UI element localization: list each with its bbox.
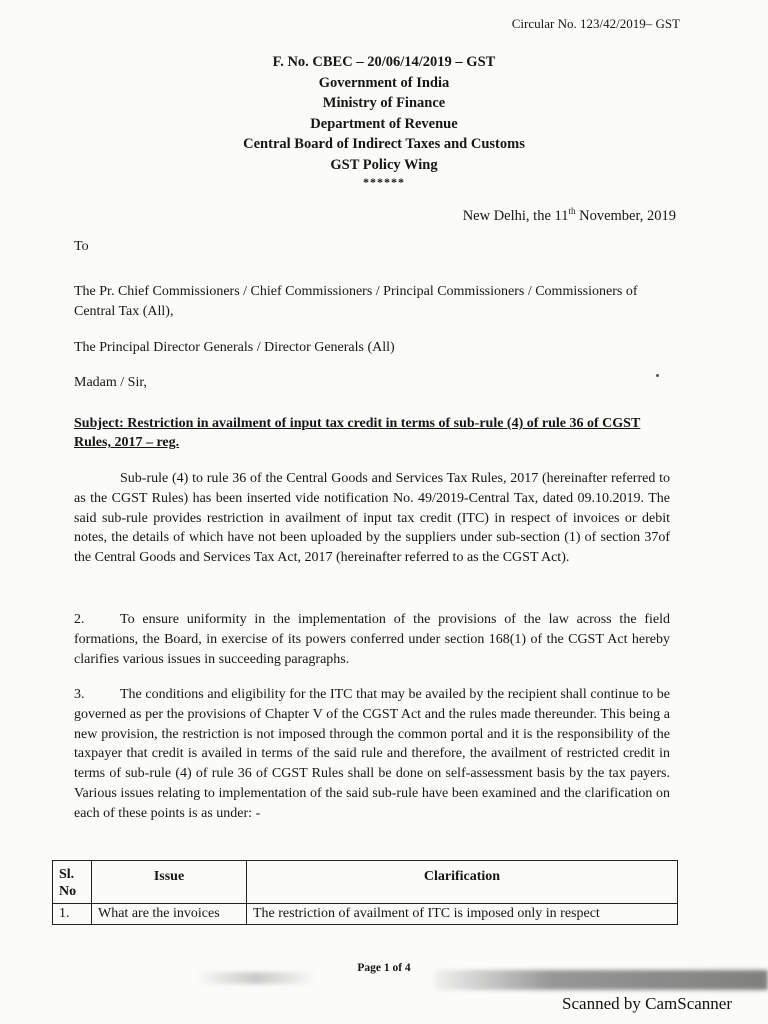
paragraph-2 (74, 610, 670, 669)
file-number: F. No. CBEC – 20/06/14/2019 – GST (272, 54, 496, 70)
camscanner-watermark: Scanned by CamScanner (562, 994, 732, 1013)
row-1-sl: 1. (53, 904, 92, 925)
header-sl-no: Sl. No (53, 861, 92, 904)
issue-date (463, 206, 676, 225)
paragraph-1 (74, 469, 670, 568)
date-prefix: New Delhi, the 11 (462, 207, 569, 224)
to-line: To (74, 239, 89, 254)
salutation: Madam / Sir, (74, 375, 147, 390)
paragraph-3-text: The conditions and eligibility for the ITC that may be availed by the recipient shall continue to be governed as per the provisions of Chapter V of the CGST Act and the rules made thereunder. This being a new provision, the restriction is not imposed through the common portal and it is the responsibility of the taxpayer that credit is availed in terms of the said rule and therefore, the availment of restricted credit in terms of sub-rule (4) of rule 36 of CGST Rules shall be done on self-assessment basis by the tax payers. Various issues relating to implementation of the said sub-rule have been examined and the clarification on each of these points is as under: - (74, 687, 670, 821)
header-clarification: Clarification (247, 861, 678, 904)
clarification-table (52, 860, 678, 925)
department-line: Department of Revenue (310, 115, 458, 132)
letterhead (0, 52, 768, 189)
row-1-issue: What are the invoices (92, 904, 247, 925)
paragraph-2-text: To ensure uniformity in the implementation of the provisions of the law across the field formations, the Board, in exercise of its powers conferred under section 168(1) of the CGST Act hereby clarifies various issues in succeeding paragraphs. (74, 612, 670, 667)
board-line: Central Board of Indirect Taxes and Customs (243, 136, 525, 152)
recipient-1: The Pr. Chief Commissioners / Chief Commissioners / Principal Commissioners / Commissioners of Central Tax (All), (74, 284, 638, 319)
recipient-2: The Principal Director Generals / Director Generals (All) (74, 340, 395, 355)
date-suffix: November, 2019 (575, 207, 676, 224)
header-issue: Issue (92, 861, 247, 904)
paragraph-3-number: 3. (74, 687, 85, 702)
table-row (53, 904, 678, 925)
scan-speck (656, 374, 659, 377)
wing-line: GST Policy Wing (330, 156, 438, 173)
date-superscript: th (568, 206, 576, 216)
paragraph-3 (74, 685, 670, 824)
stars-separator: ****** (363, 175, 405, 189)
ministry-line: Ministry of Finance (322, 95, 446, 111)
paragraph-1-text: Sub-rule (4) to rule 36 of the Central Goods and Services Tax Rules, 2017 (hereinafter referred to as the CGST Rules) has been inserted vide notification No. 49/2019-Central Tax, dated 09.10.2019. The said sub-rule provides restriction in availment of input tax credit (ITC) in respect of invoices or debit notes, the details of which have not been uploaded by the suppliers under sub-section (1) of section 37of the Central Goods and Services Tax Act, 2017 (hereinafter referred to as the CGST Act). (74, 471, 670, 566)
paragraph-2-number: 2. (74, 612, 85, 627)
government-line: Government of India (318, 74, 450, 91)
circular-number: Circular No. 123/42/2019– GST (511, 16, 680, 31)
page-number: Page 1 of 4 (357, 962, 411, 974)
table-header-row (53, 861, 678, 904)
row-1-clarification: The restriction of availment of ITC is imposed only in respect (247, 904, 678, 925)
subject-line: Subject: Restriction in availment of input tax credit in terms of sub-rule (4) of rule 36 of CGST Rules, 2017 – reg. (74, 416, 641, 450)
